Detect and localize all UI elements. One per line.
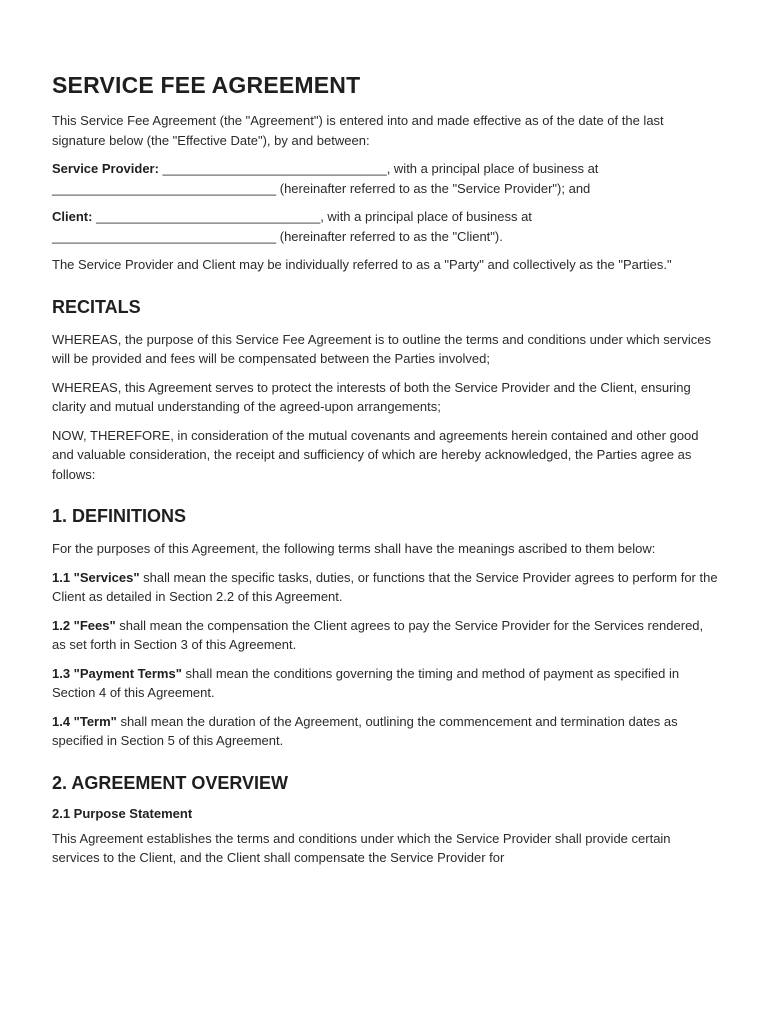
client-text: _______________________________, with a principal place of business at _______________________________ (hereinafter referred to as the "Client"). bbox=[52, 209, 532, 244]
recital-paragraph: WHEREAS, this Agreement serves to protect the interests of both the Service Provider and the Client, ensuring clarity and mutual understanding of the agreed-upon arrangements; bbox=[52, 379, 691, 414]
recitals-heading: RECITALS bbox=[52, 296, 141, 317]
client-paragraph bbox=[52, 207, 718, 246]
service-provider-text: _______________________________, with a principal place of business at _______________________________ (hereinafter referred to as the "Service Provider"); and bbox=[52, 161, 599, 196]
definition-item bbox=[52, 568, 718, 607]
definition-item bbox=[52, 616, 718, 655]
definition-term: 1.3 "Payment Terms" bbox=[52, 665, 182, 681]
definition-term: 1.1 "Services" bbox=[52, 569, 140, 585]
recital-paragraph: WHEREAS, the purpose of this Service Fee Agreement is to outline the terms and conditions under which services will be provided and fees will be compensated between the Parties involved; bbox=[52, 331, 711, 366]
service-provider-paragraph bbox=[52, 159, 718, 198]
recital-paragraph: NOW, THEREFORE, in consideration of the mutual covenants and agreements herein contained and other good and valuable consideration, the receipt and sufficiency of which are hereby acknowledged, the Parties agree as follows: bbox=[52, 427, 699, 482]
client-label: Client: bbox=[52, 209, 93, 224]
definition-text: shall mean the conditions governing the timing and method of payment as specified in Section 4 of this Agreement. bbox=[52, 665, 680, 700]
definition-term: 1.2 "Fees" bbox=[52, 617, 116, 633]
service-provider-label: Service Provider: bbox=[52, 161, 159, 176]
definitions-intro: For the purposes of this Agreement, the following terms shall have the meanings ascribed to them below: bbox=[52, 541, 656, 556]
definition-text: shall mean the duration of the Agreement, outlining the commencement and termination dates as specified in Section 5 of this Agreement. bbox=[52, 713, 678, 748]
intro-paragraph: This Service Fee Agreement (the "Agreement") is entered into and made effective as of the date of the last signature below (the "Effective Date"), by and between: bbox=[52, 113, 664, 148]
purpose-statement-heading: 2.1 Purpose Statement bbox=[52, 805, 193, 821]
overview-heading: 2. AGREEMENT OVERVIEW bbox=[52, 772, 289, 793]
parties-paragraph: The Service Provider and Client may be individually referred to as a "Party" and collectively as the "Parties." bbox=[52, 257, 672, 272]
definition-item bbox=[52, 664, 718, 703]
definitions-heading: 1. DEFINITIONS bbox=[52, 506, 187, 526]
definition-text: shall mean the compensation the Client agrees to pay the Service Provider for the Services rendered, as set forth in Section 3 of this Agreement. bbox=[52, 617, 704, 652]
definition-text: shall mean the specific tasks, duties, or functions that the Service Provider agrees to perform for the Client as detailed in Section 2.2 of this Agreement. bbox=[52, 569, 718, 604]
definition-item bbox=[52, 712, 718, 751]
purpose-statement-paragraph: This Agreement establishes the terms and conditions under which the Service Provider shall provide certain services to the Client, and the Client shall compensate the Service Provider for bbox=[52, 830, 671, 865]
definition-term: 1.4 "Term" bbox=[52, 713, 117, 729]
document-title: SERVICE FEE AGREEMENT bbox=[52, 72, 361, 98]
